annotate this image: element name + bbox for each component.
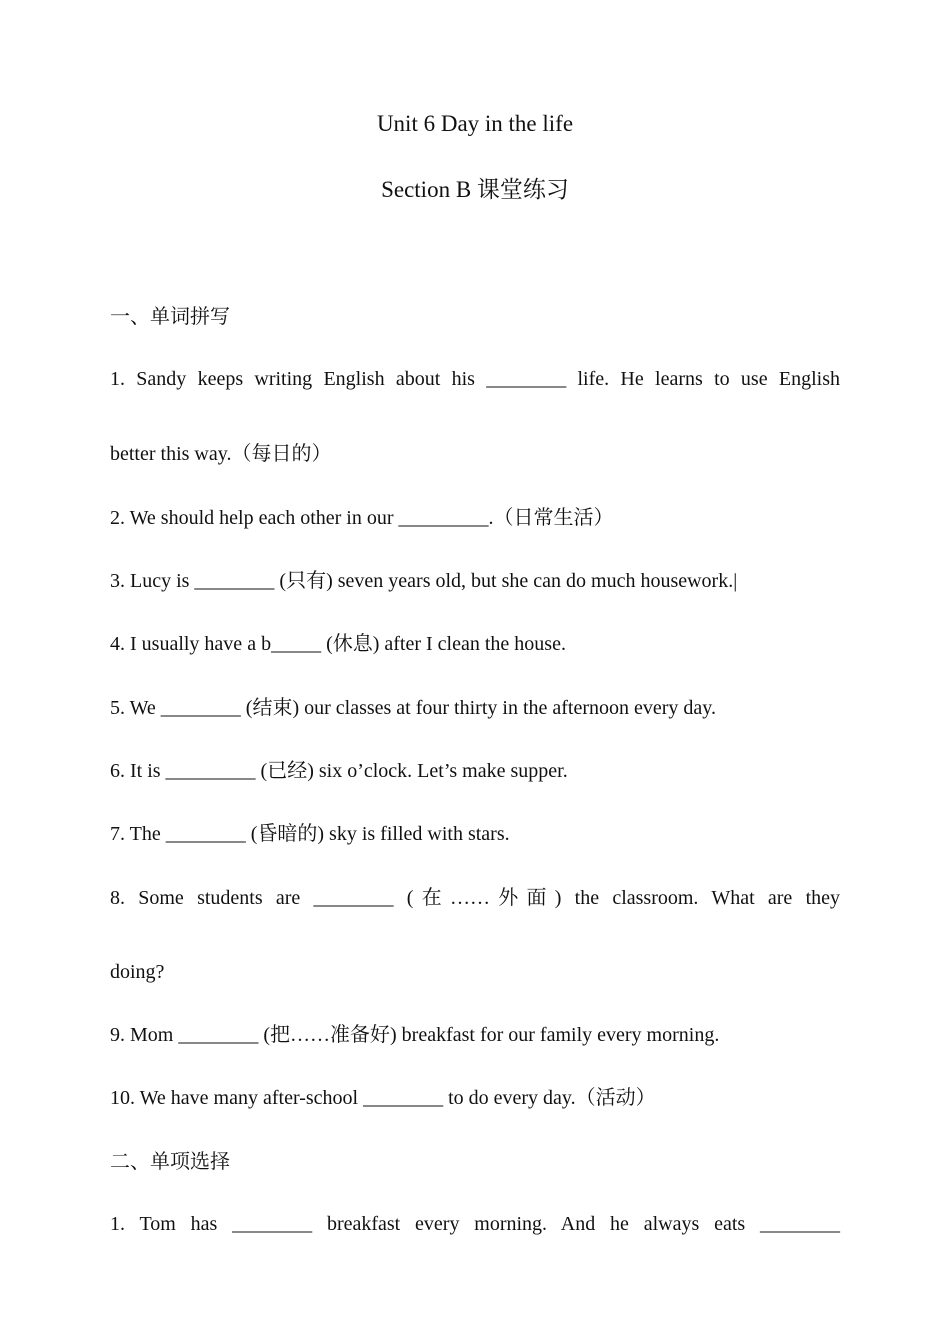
question-1-line-1: 1. Sandy keeps writing English about his ________ life. He learns to use English	[110, 368, 840, 390]
question-2: 2. We should help each other in our _________.（日常生活）	[110, 507, 614, 529]
question-10: 10. We have many after-school ________ to do every day.（活动）	[110, 1087, 656, 1109]
question-8-line-1: 8. Some students are ________ (在……外面) the classroom. What are they	[110, 887, 840, 909]
question-9: 9. Mom ________ (把……准备好) breakfast for our family every morning.	[110, 1024, 720, 1046]
section-heading-multiple-choice: 二、单项选择	[110, 1151, 230, 1173]
document-subtitle: Section B 课堂练习	[381, 177, 569, 202]
question-3: 3. Lucy is ________ (只有) seven years old, but she can do much housework.|	[110, 570, 738, 592]
mc-question-1-line-1: 1. Tom has ________ breakfast every morning. And he always eats ________	[110, 1213, 840, 1235]
question-7: 7. The ________ (昏暗的) sky is filled with stars.	[110, 823, 510, 845]
question-1-line-2: better this way.（每日的）	[110, 443, 332, 465]
section-heading-spelling: 一、单词拼写	[110, 306, 230, 328]
question-8-line-2: doing?	[110, 961, 165, 983]
question-6: 6. It is _________ (已经) six o’clock. Let’s make supper.	[110, 760, 568, 782]
question-4: 4. I usually have a b_____ (休息) after I clean the house.	[110, 633, 566, 655]
document-title: Unit 6 Day in the life	[376, 111, 574, 136]
question-5: 5. We ________ (结束) our classes at four thirty in the afternoon every day.	[110, 697, 717, 719]
